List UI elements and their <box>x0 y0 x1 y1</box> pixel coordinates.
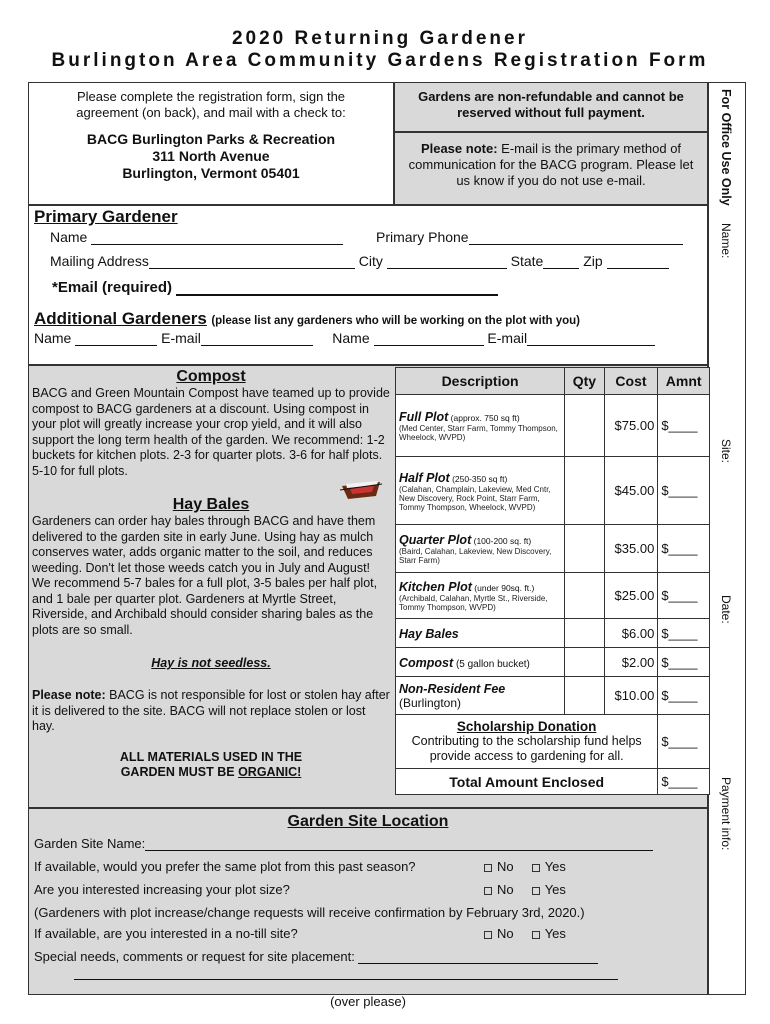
qty-field[interactable] <box>565 457 605 525</box>
increase-plot-yes[interactable]: Yes <box>532 882 566 897</box>
amount-field[interactable]: $____ <box>658 573 710 619</box>
same-plot-question: If available, would you prefer the same plot from this past season? <box>34 859 416 874</box>
amount-field[interactable]: $____ <box>658 648 710 677</box>
additional-name-field-2[interactable] <box>374 345 484 346</box>
office-date-label: Date: <box>719 595 733 624</box>
amount-field[interactable]: $____ <box>658 525 710 573</box>
total-row <box>396 769 710 795</box>
office-site-label: Site: <box>719 439 733 464</box>
total-label: Total Amount Enclosed <box>396 769 658 795</box>
scholarship-text: Contributing to the scholarship fund helps provide access to gardening for all. <box>411 734 642 763</box>
additional-name-field-1[interactable] <box>75 345 157 346</box>
additional-gardeners-heading: Additional Gardeners <box>34 309 207 328</box>
checkbox-icon <box>532 887 540 895</box>
hay-heading: Hay Bales <box>172 496 250 513</box>
office-payment-label: Payment info: <box>719 777 733 851</box>
organic-line-1: ALL MATERIALS USED IN THE <box>119 750 303 764</box>
table-row <box>396 457 710 525</box>
col-description: Description <box>396 368 565 395</box>
item-size: (approx. 750 sq ft) <box>448 413 520 423</box>
qty-field[interactable] <box>565 648 605 677</box>
additional-email-label-2: E-mail <box>487 330 528 346</box>
zip-field[interactable] <box>607 268 669 269</box>
additional-name-label-2: Name <box>332 330 370 346</box>
primary-gardener-heading-styled: Primary Gardener <box>34 207 178 226</box>
item-cost: $75.00 <box>604 395 658 457</box>
organic-line-2: GARDEN MUST BE <box>120 765 239 779</box>
mailing-address-label: Mailing Address <box>50 253 149 269</box>
checkbox-icon <box>484 864 492 872</box>
checkbox-icon <box>484 931 492 939</box>
table-row <box>396 648 710 677</box>
phone-field[interactable] <box>469 244 683 245</box>
hay-not-seedless: Hay is not seedless. <box>151 656 271 670</box>
address-line-1: BACG Burlington Parks & Recreation <box>86 131 336 147</box>
refund-notice: Gardens are non-refundable and cannot be reserved without full payment. <box>394 82 708 132</box>
scholarship-row <box>396 715 710 769</box>
item-name: Full Plot <box>399 410 449 424</box>
item-sites: (Baird, Calahan, Lakeview, New Discovery, Starr Farm) <box>399 547 552 565</box>
pricing-table <box>395 367 710 795</box>
hay-text: Gardeners can order hay bales through BACG and have them delivered to the garden site in early June. Using hay as mulch conserves water, adds organic matter to the soil, and reduces weeding. Don't let those weeds catch you in July and August! We recommend 5-7 bales for a full plot, 3-5 bales per half plot, and 1 bale per quarter plot. Gardeners at Myrtle Street, Riverside, and Archibald should consider sharing bales as the plots are so small. <box>32 514 378 637</box>
increase-plot-question: Are you interested increasing your plot size? <box>34 882 290 897</box>
table-row <box>396 573 710 619</box>
email-notice-label: Please note: <box>420 141 498 156</box>
total-amount-field[interactable]: $____ <box>658 769 710 795</box>
additional-email-field-1[interactable] <box>201 345 313 346</box>
checkbox-icon <box>532 864 540 872</box>
checkbox-icon <box>532 931 540 939</box>
scholarship-heading: Scholarship Donation <box>456 719 597 734</box>
checkbox-icon <box>484 887 492 895</box>
item-cost: $25.00 <box>604 573 658 619</box>
qty-field[interactable] <box>565 573 605 619</box>
item-sites: (Calahan, Champlain, Lakeview, Med Cntr, New Discovery, Rock Point, Starr Farm, Tommy Thompson, Wheelock, WVPD) <box>399 484 551 512</box>
increase-confirmation-note: (Gardeners with plot increase/change requests will receive confirmation by February 3rd, 2020.) <box>34 905 585 920</box>
item-size: (100-200 sq. ft) <box>471 536 532 546</box>
form-title: Burlington Area Community Gardens Registration Form <box>51 50 709 71</box>
item-name: Quarter Plot <box>399 533 472 547</box>
qty-field[interactable] <box>565 395 605 457</box>
state-label: State <box>510 253 544 269</box>
item-size: (5 gallon bucket) <box>453 658 530 670</box>
no-till-question: If available, are you interested in a no-till site? <box>34 926 298 941</box>
increase-plot-no[interactable]: No <box>484 882 514 897</box>
office-name-label: Name: <box>719 223 733 259</box>
item-cost: $10.00 <box>604 677 658 715</box>
same-plot-yes[interactable]: Yes <box>532 859 566 874</box>
form-title-year: 2020 Returning Gardener <box>231 28 529 49</box>
additional-email-label-1: E-mail <box>161 330 201 346</box>
qty-field[interactable] <box>565 677 605 715</box>
table-row <box>396 619 710 648</box>
table-row <box>396 525 710 573</box>
amount-field[interactable]: $____ <box>658 619 710 648</box>
qty-field[interactable] <box>565 525 605 573</box>
same-plot-no[interactable]: No <box>484 859 514 874</box>
city-field[interactable] <box>387 268 507 269</box>
compost-heading: Compost <box>176 368 246 385</box>
additional-gardeners-subtitle: (please list any gardeners who will be working on the plot with you) <box>211 315 581 327</box>
compost-text: BACG and Green Mountain Compost have teamed up to provide compost to BACG gardeners at a discount. Using compost in your plot will greatly increase your crop yield, and it will also support the long term health of the garden. We recommend: 1-2 buckets for kitchen plots. 2-3 for quarter plots. 3-6 for half plots. 5-10 for full plots. <box>32 386 390 478</box>
office-use-title: For Office Use Only <box>719 89 733 206</box>
item-name: Non-Resident Fee <box>399 682 506 696</box>
mailing-address-field[interactable] <box>149 268 355 269</box>
table-row <box>396 677 710 715</box>
item-name: Kitchen Plot <box>399 580 472 594</box>
phone-label: Primary Phone <box>376 229 469 245</box>
organic-word: ORGANIC! <box>238 765 302 779</box>
garden-site-heading: Garden Site Location <box>287 813 449 830</box>
hay-note-label: Please note: <box>32 688 106 702</box>
item-name: Half Plot <box>399 470 450 485</box>
instructions-text: Please complete the registration form, sign the agreement (on back), and mail with a check to: <box>76 89 346 120</box>
item-cost: $45.00 <box>604 457 658 525</box>
scholarship-amount-field[interactable]: $____ <box>658 715 710 769</box>
item-cost: $35.00 <box>604 525 658 573</box>
special-needs-field[interactable] <box>358 963 598 964</box>
special-needs-label: Special needs, comments or request for site placement: <box>34 949 355 964</box>
item-name: Compost <box>399 655 454 670</box>
item-sites: (Med Center, Starr Farm, Tommy Thompson, Wheelock, WVPD) <box>399 424 558 442</box>
col-qty: Qty <box>565 368 605 395</box>
additional-email-field-2[interactable] <box>527 345 655 346</box>
over-please: (over please) <box>330 994 406 1009</box>
name-field[interactable] <box>91 244 343 245</box>
email-notice-text: E-mail is the primary method of communication for the BACG program. Please let us know if you do not use e-mail. <box>408 141 694 188</box>
col-cost: Cost <box>604 368 658 395</box>
amount-field[interactable]: $____ <box>658 677 710 715</box>
email-notice <box>394 132 708 205</box>
qty-field[interactable] <box>565 619 605 648</box>
office-use-column <box>708 82 746 995</box>
garden-site-name-label: Garden Site Name: <box>34 836 146 851</box>
item-sites: (Burlington) <box>399 696 462 710</box>
item-name: Hay Bales <box>399 626 459 641</box>
no-till-no[interactable]: No <box>484 926 514 941</box>
name-label: Name <box>50 229 88 245</box>
address-line-3: Burlington, Vermont 05401 <box>122 165 300 181</box>
amount-field[interactable]: $____ <box>658 395 710 457</box>
garden-site-name-field[interactable] <box>145 850 653 851</box>
item-sites: (Archibald, Calahan, Myrtle St., Riverside, Tommy Thompson, WVPD) <box>399 594 548 612</box>
additional-name-label-1: Name <box>34 330 72 346</box>
email-field[interactable] <box>176 294 498 296</box>
state-field[interactable] <box>543 268 579 269</box>
item-size: (250-350 sq ft) <box>449 473 508 484</box>
item-cost: $6.00 <box>604 619 658 648</box>
no-till-yes[interactable]: Yes <box>532 926 566 941</box>
table-row <box>396 395 710 457</box>
city-label: City <box>358 253 383 269</box>
intro-box <box>28 82 394 205</box>
item-cost: $2.00 <box>604 648 658 677</box>
special-needs-field-line-2[interactable] <box>74 969 618 980</box>
zip-label: Zip <box>583 253 603 269</box>
col-amnt: Amnt <box>658 368 710 395</box>
email-label: *Email (required) <box>52 279 173 296</box>
hay-note-text: BACG is not responsible for lost or stolen hay after it is delivered to the site. BACG will not replace stolen or lost hay. <box>32 688 390 733</box>
amount-field[interactable]: $____ <box>658 457 710 525</box>
address-line-2: 311 North Avenue <box>152 148 270 164</box>
item-size: (under 90sq. ft.) <box>471 583 535 593</box>
